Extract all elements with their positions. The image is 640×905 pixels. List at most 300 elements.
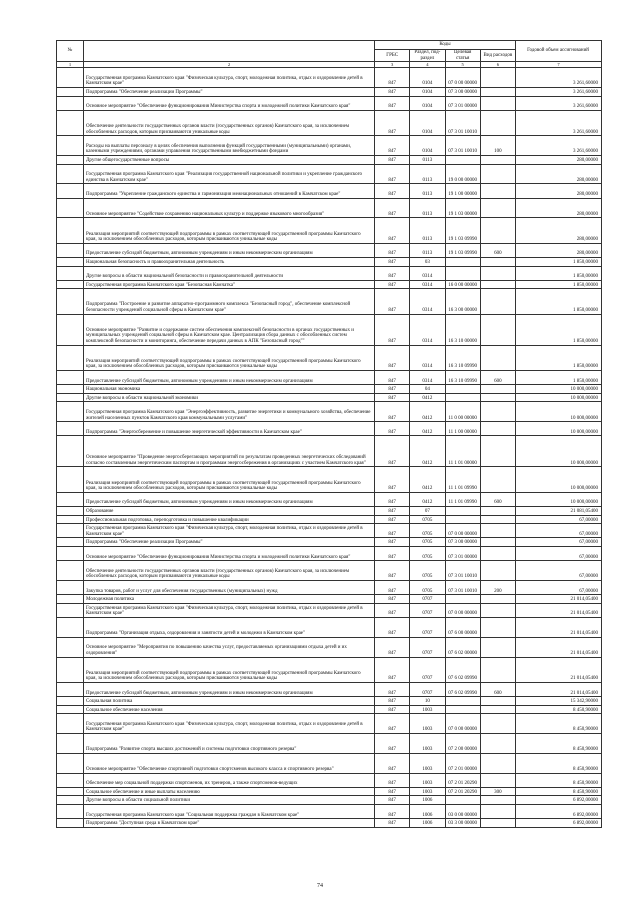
cell-cs: 07 0 00 00000 <box>445 68 480 88</box>
table-row <box>57 805 602 819</box>
cell-rzd: 1006 <box>410 805 445 819</box>
table-row <box>57 385 602 394</box>
cell-sum: 280,00000 <box>516 218 602 243</box>
cell-sum: 280,00000 <box>516 184 602 198</box>
cell-sum: 8 450,90000 <box>516 705 602 714</box>
cell-sum: 280,00000 <box>516 164 602 184</box>
cell-num <box>57 184 84 198</box>
cell-vr <box>480 345 515 370</box>
cell-cs: 16 3 00 00000 <box>445 289 480 314</box>
cell-name: Подпрограмма "Организация отдыха, оздоровления и занятости детей и молодежи в Камчатском крае" <box>84 617 375 637</box>
cell-cs: 11 0 00 00000 <box>445 402 480 422</box>
table-row <box>57 657 602 682</box>
table-row <box>57 110 602 135</box>
cell-num <box>57 164 84 184</box>
cell-rzd: 0104 <box>410 96 445 110</box>
cell-grbs: 847 <box>375 561 410 581</box>
table-row <box>57 561 602 581</box>
cell-rzd: 1006 <box>410 819 445 828</box>
cell-grbs: 847 <box>375 524 410 538</box>
cell-vr <box>480 617 515 637</box>
cell-cs: 07 3 01 10010 <box>445 110 480 135</box>
table-row <box>57 371 602 385</box>
cell-rzd: 0707 <box>410 595 445 604</box>
cell-grbs: 847 <box>375 422 410 436</box>
cell-sum: 67,00000 <box>516 515 602 524</box>
cell-sum: 280,00000 <box>516 198 602 218</box>
cell-num <box>57 515 84 524</box>
cell-grbs: 847 <box>375 546 410 560</box>
cell-num <box>57 637 84 657</box>
cell-name: Другие вопросы в области социальной политики <box>84 796 375 805</box>
cell-grbs: 847 <box>375 257 410 266</box>
cell-sum: 280,00000 <box>516 243 602 257</box>
cell-rzd: 0707 <box>410 603 445 617</box>
cell-grbs: 847 <box>375 787 410 796</box>
cell-cs <box>445 515 480 524</box>
cell-vr <box>480 603 515 617</box>
table-row <box>57 773 602 787</box>
cell-sum: 10 000,00000 <box>516 422 602 436</box>
cell-cs: 16 3 10 09990 <box>445 371 480 385</box>
cell-vr <box>480 218 515 243</box>
cell-rzd: 0707 <box>410 617 445 637</box>
cell-rzd: 0705 <box>410 524 445 538</box>
cell-grbs: 847 <box>375 796 410 805</box>
cell-cs: 07 6 02 00000 <box>445 637 480 657</box>
cell-cs: 07 6 02 09990 <box>445 682 480 696</box>
cell-name: Предоставление субсидий бюджетным, автономным учреждениям и иным некоммерческим организациям <box>84 682 375 696</box>
cell-rzd: 0113 <box>410 198 445 218</box>
cell-vr <box>480 96 515 110</box>
cell-rzd: 0314 <box>410 314 445 345</box>
cell-num <box>57 492 84 506</box>
cell-grbs: 847 <box>375 289 410 314</box>
cell-sum: 10 000,00000 <box>516 492 602 506</box>
col-header-vr: Вид расходов <box>480 50 515 62</box>
cell-vr <box>480 257 515 266</box>
cell-num <box>57 787 84 796</box>
cell-cs <box>445 257 480 266</box>
cell-name: Государственная программа Камчатского края "Безопасная Камчатка" <box>84 280 375 289</box>
cell-vr <box>480 164 515 184</box>
cell-cs: 11 1 01 09990 <box>445 492 480 506</box>
cell-num <box>57 805 84 819</box>
table-row <box>57 184 602 198</box>
cell-sum: 10 000,00000 <box>516 385 602 394</box>
cell-name: Другие вопросы в области национальной экономики <box>84 393 375 402</box>
cell-rzd: 0314 <box>410 266 445 280</box>
cell-grbs: 847 <box>375 467 410 492</box>
cell-name: Подпрограмма "Обеспечение реализации Программы" <box>84 538 375 547</box>
cell-name: Образование <box>84 507 375 516</box>
cell-vr <box>480 184 515 198</box>
cell-sum: 6 892,00000 <box>516 819 602 828</box>
cell-grbs: 847 <box>375 697 410 706</box>
cell-rzd: 0707 <box>410 657 445 682</box>
index-cell: 2 <box>84 62 375 68</box>
cell-sum: 21 014,05400 <box>516 637 602 657</box>
cell-grbs: 847 <box>375 136 410 156</box>
table-row <box>57 637 602 657</box>
cell-vr <box>480 714 515 734</box>
index-cell: 4 <box>410 62 445 68</box>
cell-num <box>57 617 84 637</box>
cell-rzd: 0705 <box>410 515 445 524</box>
cell-num <box>57 773 84 787</box>
cell-cs: 07 0 00 00000 <box>445 524 480 538</box>
table-row <box>57 257 602 266</box>
cell-num <box>57 595 84 604</box>
cell-num <box>57 402 84 422</box>
cell-name: Другие общегосударственные вопросы <box>84 155 375 164</box>
cell-num <box>57 705 84 714</box>
cell-vr <box>480 68 515 88</box>
cell-grbs: 847 <box>375 184 410 198</box>
cell-name: Основное мероприятие "Проведение энергосберегающих мероприятий по результатам проведенных энергетических обследований согласно составленным энергетическим паспортам и программам энергосбережения в организациях с участием Камчатского края" <box>84 436 375 467</box>
cell-grbs: 847 <box>375 243 410 257</box>
cell-vr <box>480 198 515 218</box>
cell-grbs: 847 <box>375 805 410 819</box>
cell-sum: 15 342,90000 <box>516 697 602 706</box>
cell-grbs: 847 <box>375 515 410 524</box>
cell-rzd: 0113 <box>410 243 445 257</box>
cell-grbs: 847 <box>375 87 410 96</box>
cell-num <box>57 257 84 266</box>
cell-rzd: 0314 <box>410 289 445 314</box>
cell-vr <box>480 637 515 657</box>
cell-num <box>57 314 84 345</box>
cell-grbs: 847 <box>375 492 410 506</box>
cell-grbs: 847 <box>375 595 410 604</box>
cell-num <box>57 68 84 88</box>
cell-sum: 21 081,05400 <box>516 507 602 516</box>
cell-name: Социальное обеспечение и иные выплаты населению <box>84 787 375 796</box>
cell-cs <box>445 595 480 604</box>
cell-sum: 8 450,90000 <box>516 787 602 796</box>
cell-grbs: 847 <box>375 637 410 657</box>
cell-rzd: 0314 <box>410 371 445 385</box>
cell-sum: 10 000,00000 <box>516 467 602 492</box>
cell-sum: 1 850,00000 <box>516 371 602 385</box>
table-row <box>57 538 602 547</box>
cell-cs <box>445 796 480 805</box>
cell-name: Государственная программа Камчатского края "Энергоэффективность, развитие энергетики и коммунального хозяйства, обеспечение жителей населенных пунктов Камчатского края коммунальными услугами" <box>84 402 375 422</box>
cell-sum: 21 014,05400 <box>516 682 602 696</box>
cell-name: Предоставление субсидий бюджетным, автономным учреждениям и иным некоммерческим организациям <box>84 492 375 506</box>
cell-cs: 16 3 10 00000 <box>445 314 480 345</box>
cell-sum: 3 261,60000 <box>516 96 602 110</box>
cell-name: Национальная безопасность и правоохранительная деятельность <box>84 257 375 266</box>
cell-grbs: 847 <box>375 314 410 345</box>
cell-rzd: 0705 <box>410 580 445 594</box>
cell-cs: 07 2 01 20290 <box>445 773 480 787</box>
table-row <box>57 467 602 492</box>
table-row <box>57 734 602 754</box>
cell-rzd: 0104 <box>410 110 445 135</box>
cell-num <box>57 110 84 135</box>
table-row <box>57 136 602 156</box>
cell-sum: 21 014,05400 <box>516 617 602 637</box>
cell-vr: 600 <box>480 492 515 506</box>
cell-num <box>57 697 84 706</box>
cell-num <box>57 198 84 218</box>
cell-cs: 19 1 03 00000 <box>445 198 480 218</box>
cell-grbs: 847 <box>375 682 410 696</box>
cell-grbs: 847 <box>375 280 410 289</box>
cell-vr: 600 <box>480 682 515 696</box>
cell-cs <box>445 507 480 516</box>
cell-grbs: 847 <box>375 657 410 682</box>
cell-name: Предоставление субсидий бюджетным, автономным учреждениям и иным некоммерческим организациям <box>84 243 375 257</box>
cell-name: Подпрограмма "Укрепление гражданского единства и гармонизация межнациональных отношений в Камчатском крае" <box>84 184 375 198</box>
col-header-rzd: Раздел, под- раздел <box>410 50 445 62</box>
cell-cs: 11 1 01 00000 <box>445 436 480 467</box>
cell-cs: 07 3 01 10010 <box>445 136 480 156</box>
cell-num <box>57 546 84 560</box>
cell-name: Реализация мероприятий соответствующей подпрограммы в рамках соответствующей государственной программы Камчатского края, за исключением обособленных расходов, которым присваиваются уникальные коды <box>84 345 375 370</box>
cell-name: Реализация мероприятий соответствующей подпрограммы в рамках соответствующей государственной программы Камчатского края, за исключением обособленных расходов, которым присваиваются уникальные коды <box>84 467 375 492</box>
cell-vr <box>480 110 515 135</box>
cell-sum: 21 014,05400 <box>516 657 602 682</box>
cell-grbs: 847 <box>375 580 410 594</box>
cell-vr <box>480 697 515 706</box>
cell-sum: 3 261,60000 <box>516 110 602 135</box>
cell-grbs: 847 <box>375 371 410 385</box>
cell-name: Подпрограмма "Развитие спорта высших достижений и системы подготовки спортивного резерва" <box>84 734 375 754</box>
col-header-cs: Целевая статья <box>445 50 480 62</box>
cell-cs: 07 0 00 00000 <box>445 603 480 617</box>
cell-vr <box>480 155 515 164</box>
cell-cs: 19 0 00 00000 <box>445 164 480 184</box>
table-row <box>57 705 602 714</box>
cell-cs: 11 1 00 00000 <box>445 422 480 436</box>
cell-sum: 1 850,00000 <box>516 345 602 370</box>
cell-cs: 07 0 00 00000 <box>445 714 480 734</box>
cell-rzd: 0412 <box>410 422 445 436</box>
cell-name: Государственная программа Камчатского края "Физическая культура, спорт, молодежная политика, отдых и оздоровление детей в Камчатском крае" <box>84 714 375 734</box>
table-row <box>57 198 602 218</box>
page-number: 74 <box>317 883 323 889</box>
cell-cs: 03 3 00 00000 <box>445 819 480 828</box>
cell-grbs: 847 <box>375 507 410 516</box>
cell-num <box>57 280 84 289</box>
cell-sum: 3 261,60000 <box>516 68 602 88</box>
cell-name: Основное мероприятие "Мероприятия по повышению качества услуг, предоставляемых организациями отдыха детей и их оздоровления" <box>84 637 375 657</box>
cell-num <box>57 96 84 110</box>
table-row <box>57 819 602 828</box>
cell-cs: 07 3 01 00000 <box>445 96 480 110</box>
cell-sum: 67,00000 <box>516 524 602 538</box>
cell-name: Социальное обеспечение населения <box>84 705 375 714</box>
col-header-grbs: ГРБС <box>375 50 410 62</box>
cell-vr <box>480 422 515 436</box>
table-row <box>57 345 602 370</box>
cell-rzd: 1003 <box>410 787 445 796</box>
cell-num <box>57 87 84 96</box>
cell-vr <box>480 314 515 345</box>
cell-num <box>57 561 84 581</box>
cell-vr <box>480 805 515 819</box>
cell-num <box>57 155 84 164</box>
cell-grbs: 847 <box>375 164 410 184</box>
cell-rzd: 0412 <box>410 436 445 467</box>
cell-name: Предоставление субсидий бюджетным, автономным учреждениям и иным некоммерческим организациям <box>84 371 375 385</box>
table-row <box>57 393 602 402</box>
cell-name: Основное мероприятие "Содействие сохранению национальных культур и поддержке языкового многообразия" <box>84 198 375 218</box>
table-row <box>57 507 602 516</box>
cell-rzd: 0412 <box>410 492 445 506</box>
cell-cs: 03 0 00 00000 <box>445 805 480 819</box>
cell-num <box>57 467 84 492</box>
budget-table <box>56 40 602 828</box>
cell-grbs: 847 <box>375 155 410 164</box>
cell-name: Расходы на выплаты персоналу в целях обеспечения выполнения функций государственными (муниципальными) органами, казенными учреждениями, органами управления государственными внебюджетными фондами <box>84 136 375 156</box>
cell-vr: 600 <box>480 371 515 385</box>
cell-num <box>57 753 84 773</box>
table-row <box>57 580 602 594</box>
cell-vr <box>480 393 515 402</box>
cell-rzd: 1003 <box>410 714 445 734</box>
cell-num <box>57 243 84 257</box>
col-header-name <box>84 41 375 62</box>
cell-num <box>57 136 84 156</box>
table-row <box>57 595 602 604</box>
cell-rzd: 0104 <box>410 136 445 156</box>
cell-rzd: 07 <box>410 507 445 516</box>
cell-vr <box>480 289 515 314</box>
cell-vr: 100 <box>480 136 515 156</box>
cell-name: Подпрограмма "Доступная среда в Камчатском крае" <box>84 819 375 828</box>
cell-sum: 1 850,00000 <box>516 266 602 280</box>
cell-name: Социальная политика <box>84 697 375 706</box>
cell-grbs: 847 <box>375 617 410 637</box>
index-cell: 6 <box>480 62 515 68</box>
cell-rzd: 1003 <box>410 773 445 787</box>
cell-vr <box>480 561 515 581</box>
table-row <box>57 314 602 345</box>
cell-cs <box>445 266 480 280</box>
cell-rzd: 0113 <box>410 155 445 164</box>
cell-rzd: 0104 <box>410 87 445 96</box>
table-body <box>57 68 602 828</box>
cell-num <box>57 796 84 805</box>
cell-sum: 67,00000 <box>516 546 602 560</box>
table-row <box>57 515 602 524</box>
table-row <box>57 617 602 637</box>
cell-grbs: 847 <box>375 266 410 280</box>
cell-cs: 07 3 01 10010 <box>445 561 480 581</box>
cell-sum: 21 014,05400 <box>516 595 602 604</box>
cell-cs <box>445 155 480 164</box>
table-row <box>57 753 602 773</box>
cell-vr <box>480 266 515 280</box>
cell-sum: 21 014,05400 <box>516 603 602 617</box>
cell-vr <box>480 467 515 492</box>
index-cell: 5 <box>445 62 480 68</box>
cell-grbs: 847 <box>375 393 410 402</box>
cell-sum: 67,00000 <box>516 561 602 581</box>
cell-sum: 1 850,00000 <box>516 257 602 266</box>
cell-num <box>57 289 84 314</box>
table-row <box>57 218 602 243</box>
cell-sum: 3 261,60000 <box>516 87 602 96</box>
cell-name: Государственная программа Камчатского края "Физическая культура, спорт, молодежная политика, отдых и оздоровление детей в Камчатском крае" <box>84 524 375 538</box>
cell-sum: 8 450,90000 <box>516 773 602 787</box>
cell-grbs: 847 <box>375 385 410 394</box>
cell-grbs: 847 <box>375 402 410 422</box>
cell-num <box>57 345 84 370</box>
cell-rzd: 0707 <box>410 682 445 696</box>
cell-rzd: 0705 <box>410 561 445 581</box>
cell-vr <box>480 436 515 467</box>
cell-rzd: 0113 <box>410 218 445 243</box>
cell-cs: 11 1 01 09990 <box>445 467 480 492</box>
cell-rzd: 1003 <box>410 753 445 773</box>
cell-name: Национальная экономика <box>84 385 375 394</box>
cell-cs: 07 3 00 00000 <box>445 87 480 96</box>
table-row <box>57 68 602 88</box>
cell-vr <box>480 595 515 604</box>
cell-vr <box>480 773 515 787</box>
cell-vr: 200 <box>480 580 515 594</box>
cell-name: Другие вопросы в области национальной безопасности и правоохранительной деятельности <box>84 266 375 280</box>
table-row <box>57 697 602 706</box>
table-row <box>57 422 602 436</box>
cell-num <box>57 580 84 594</box>
cell-num <box>57 218 84 243</box>
cell-sum: 8 450,90000 <box>516 753 602 773</box>
cell-name: Реализация мероприятий соответствующей подпрограммы в рамках соответствующей государственной программы Камчатского края, за исключением обособленных расходов, которым присваиваются уникальные коды <box>84 218 375 243</box>
cell-num <box>57 385 84 394</box>
cell-cs: 07 3 00 00000 <box>445 538 480 547</box>
cell-cs: 07 3 01 10010 <box>445 580 480 594</box>
cell-grbs: 847 <box>375 68 410 88</box>
cell-cs: 07 2 00 00000 <box>445 734 480 754</box>
cell-cs <box>445 705 480 714</box>
cell-sum: 67,00000 <box>516 538 602 547</box>
cell-name: Подпрограмма "Обеспечение реализации Программы" <box>84 87 375 96</box>
cell-grbs: 847 <box>375 436 410 467</box>
cell-name: Подпрограмма "Энергосбережение и повышение энергетической эффективности в Камчатском крае" <box>84 422 375 436</box>
col-header-sum: Годовой объем ассигнований <box>516 41 602 62</box>
cell-vr <box>480 705 515 714</box>
cell-sum: 8 450,90000 <box>516 734 602 754</box>
cell-cs: 07 2 01 20290 <box>445 787 480 796</box>
cell-num <box>57 714 84 734</box>
table-row <box>57 524 602 538</box>
cell-grbs: 847 <box>375 753 410 773</box>
cell-cs: 19 1 03 09990 <box>445 218 480 243</box>
cell-rzd: 1003 <box>410 705 445 714</box>
cell-rzd: 1006 <box>410 796 445 805</box>
cell-rzd: 0705 <box>410 546 445 560</box>
cell-vr <box>480 515 515 524</box>
cell-sum: 6 892,00000 <box>516 796 602 805</box>
cell-grbs: 847 <box>375 773 410 787</box>
cell-sum: 3 261,60000 <box>516 136 602 156</box>
cell-sum: 10 000,00000 <box>516 402 602 422</box>
cell-rzd: 0707 <box>410 637 445 657</box>
cell-cs: 19 1 00 00000 <box>445 184 480 198</box>
cell-grbs: 847 <box>375 96 410 110</box>
cell-num <box>57 524 84 538</box>
table-row <box>57 546 602 560</box>
cell-sum: 8 450,90000 <box>516 714 602 734</box>
cell-num <box>57 603 84 617</box>
table-row <box>57 603 602 617</box>
table-row <box>57 682 602 696</box>
